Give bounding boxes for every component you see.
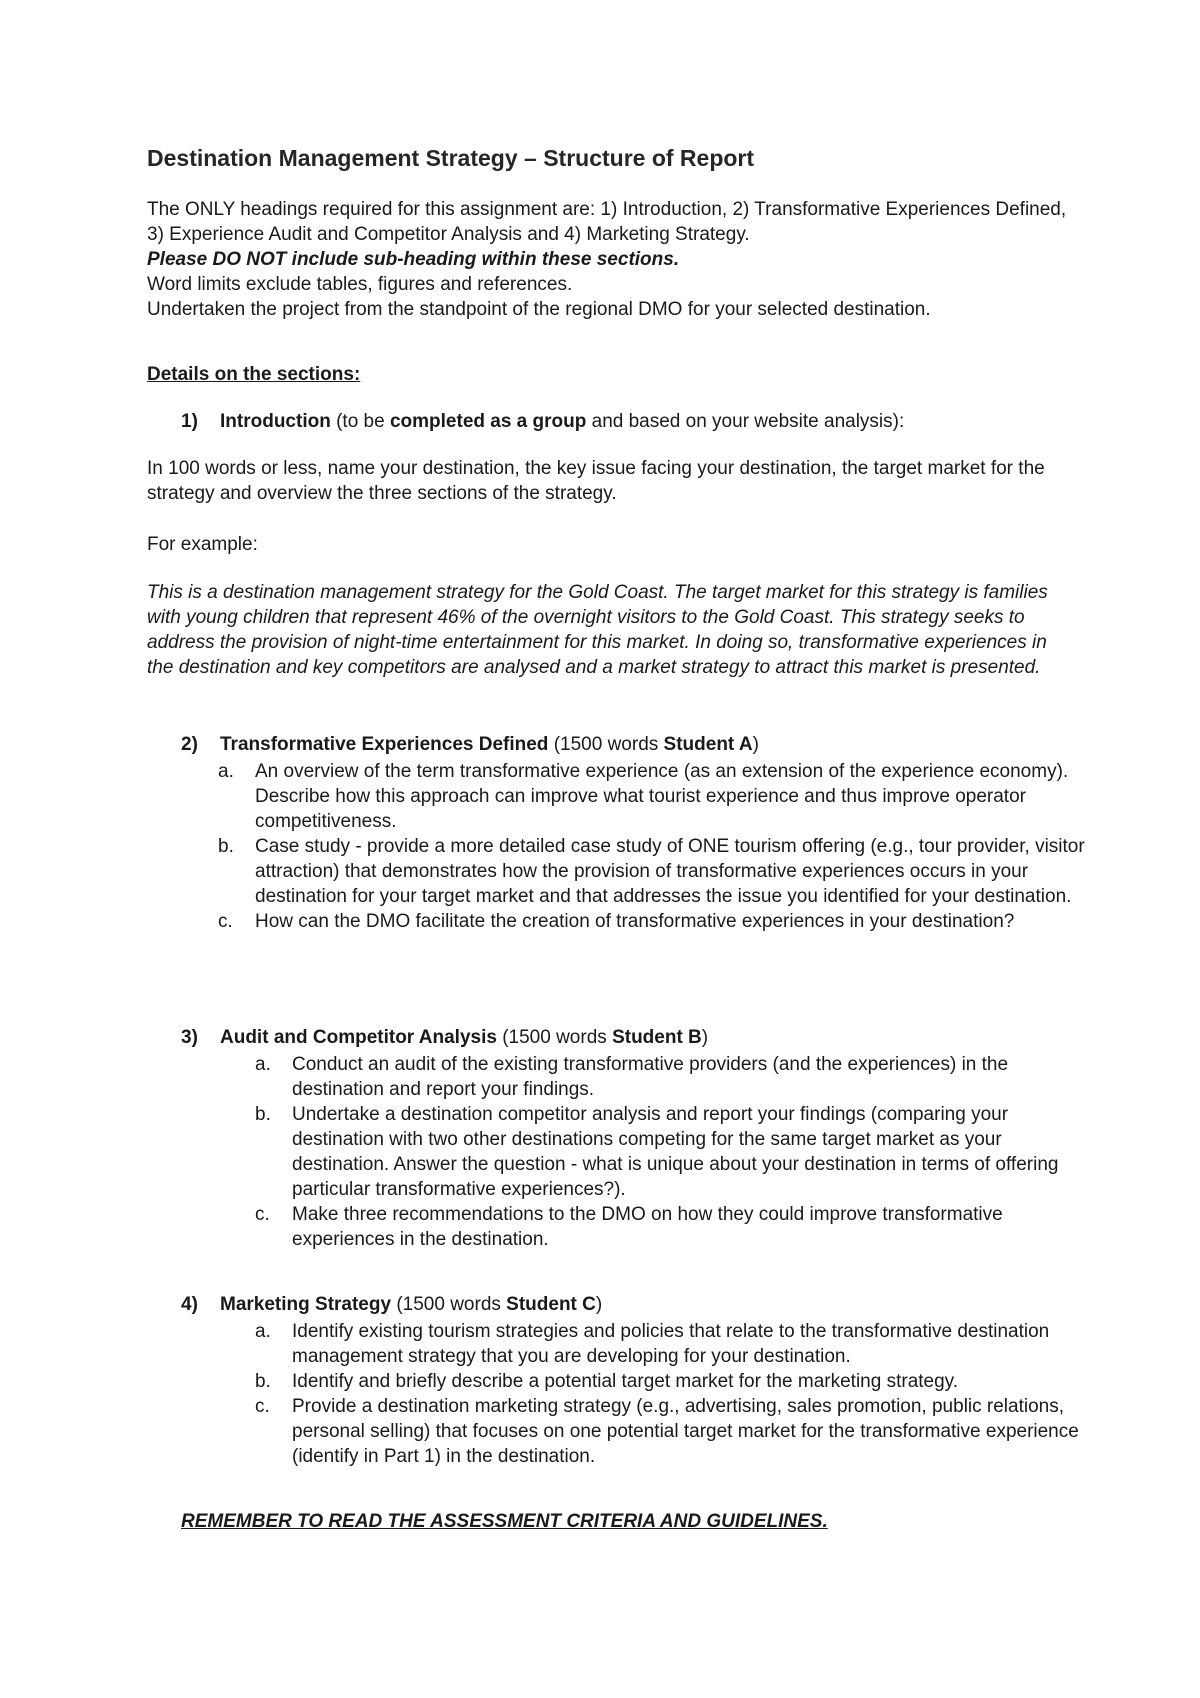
details-heading: Details on the sections: [147, 364, 361, 385]
section-4-list [255, 1319, 1092, 1469]
section-1-title-line [220, 409, 904, 434]
section-3-words: (1500 words [496, 1027, 613, 1048]
list-item-text: Identify and briefly describe a potential target market for the marketing strategy. [292, 1371, 959, 1392]
section-2-student: Student A [663, 734, 753, 755]
list-item-letter: b. [255, 1371, 271, 1392]
section-2-title: Transformative Experiences Defined [220, 734, 549, 755]
list-item [255, 1052, 1092, 1102]
list-item [255, 1394, 1092, 1469]
list-item-text: Case study - provide a more detailed case study of ONE tourism offering (e.g., tour provider, visitor attraction) that demonstrates how the provision of transformative experiences occurs in your destination for your target market and that addresses the issue you identified for your destination. [255, 836, 1085, 907]
list-item-text: An overview of the term transformative experience (as an extension of the experience economy). Describe how this approach can improve what tourist experience and thus improve operator competitiveness. [255, 761, 1069, 832]
section-4-student: Student C [506, 1294, 596, 1315]
section-4-close: ) [595, 1294, 603, 1315]
list-item [255, 1102, 1092, 1202]
list-item-letter: c. [218, 911, 233, 932]
section-1-body: In 100 words or less, name your destination, the key issue facing your destination, the target market for the strategy and overview the three sections of the strategy. [147, 458, 1045, 504]
section-3-student: Student B [612, 1027, 702, 1048]
list-item-letter: b. [218, 836, 234, 857]
intro-word-limits: Word limits exclude tables, figures and references. [147, 274, 573, 295]
list-item [255, 1202, 1092, 1252]
section-2-list [218, 759, 1095, 934]
list-item-text: How can the DMO facilitate the creation of transformative experiences in your destination? [255, 911, 1015, 932]
section-1-example: This is a destination management strategy for the Gold Coast. The target market for this strategy is families with young children that represent 46% of the overnight visitors to the Gold Coast. This strategy seeks to address the provision of night-time entertainment for this market. In doing so, transformative experiences in the destination and key competitors are analysed and a market strategy to attract this market is presented. [147, 582, 1048, 678]
list-item-text: Identify existing tourism strategies and policies that relate to the transformative destination management strategy that you are developing for your destination. [292, 1321, 1050, 1367]
list-item-letter: a. [218, 761, 234, 782]
list-item-letter: a. [255, 1321, 271, 1342]
list-item-letter: a. [255, 1054, 271, 1075]
list-item [255, 1369, 1092, 1394]
intro-subheading-warning: Please DO NOT include sub-heading within these sections. [147, 249, 680, 270]
section-1-group: completed as a group [389, 411, 587, 432]
list-item [218, 834, 1095, 909]
section-1-pre: (to be [330, 411, 390, 432]
list-item-text: Provide a destination marketing strategy (e.g., advertising, sales promotion, public relations, personal selling) that focuses on one potential target market for the transformative experience (identify in Part 1) in the destination. [292, 1396, 1079, 1467]
section-1-number: 1) [181, 411, 198, 432]
list-item-letter: c. [255, 1396, 270, 1417]
page-title: Destination Management Strategy – Structure of Report [147, 145, 755, 171]
section-4-words: (1500 words [391, 1294, 507, 1315]
list-item-text: Undertake a destination competitor analysis and report your findings (comparing your destination with two other destinations competing for the same target market as your destination. Answer the question - what is unique about your destination in terms of offering particular transformative experiences?). [292, 1104, 1059, 1200]
list-item-text: Conduct an audit of the existing transformative providers (and the experiences) in the destination and report your findings. [292, 1054, 1009, 1100]
section-1-title: Introduction [220, 411, 331, 432]
section-2-words: (1500 words [548, 734, 664, 755]
section-3-number: 3) [181, 1027, 198, 1048]
remember-note: REMEMBER TO READ THE ASSESSMENT CRITERIA AND GUIDELINES. [181, 1511, 828, 1532]
section-2-number: 2) [181, 734, 198, 755]
section-4-title-line [220, 1292, 602, 1317]
section-3-title-line [220, 1025, 708, 1050]
intro-block [147, 197, 1077, 322]
intro-standpoint: Undertaken the project from the standpoint of the regional DMO for your selected destination. [147, 299, 931, 320]
section-3-list [255, 1052, 1092, 1252]
section-1-post: and based on your website analysis): [586, 411, 905, 432]
list-item [218, 759, 1095, 834]
section-2-title-line [220, 732, 759, 757]
section-3-title: Audit and Competitor Analysis [220, 1027, 497, 1048]
list-item-text: Make three recommendations to the DMO on how they could improve transformative experiences in the destination. [292, 1204, 1003, 1250]
intro-headings-text: The ONLY headings required for this assignment are: 1) Introduction, 2) Transformative Experiences Defined, 3) Experience Audit and Competitor Analysis and 4) Marketing Strategy. [147, 199, 1067, 245]
list-item [255, 1319, 1092, 1369]
section-4-title: Marketing Strategy [220, 1294, 392, 1315]
list-item-letter: c. [255, 1204, 270, 1225]
section-4-number: 4) [181, 1294, 198, 1315]
list-item-letter: b. [255, 1104, 271, 1125]
section-3-close: ) [701, 1027, 709, 1048]
section-1-example-label: For example: [147, 534, 258, 555]
list-item [218, 909, 1095, 934]
section-2-close: ) [752, 734, 759, 755]
